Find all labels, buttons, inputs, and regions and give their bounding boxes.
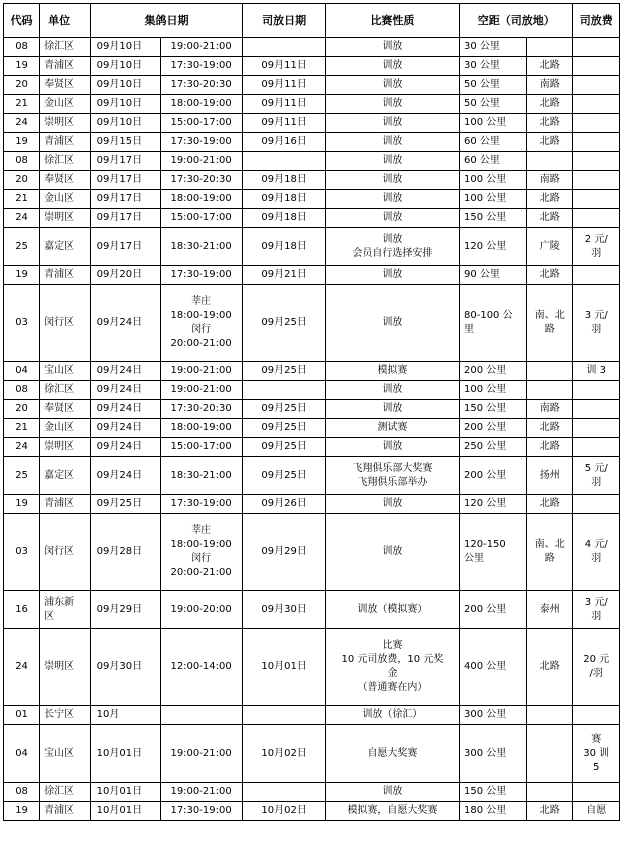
table-row bbox=[4, 706, 620, 725]
code-cell: 21 bbox=[4, 419, 40, 438]
table-row bbox=[4, 629, 620, 706]
release-date-cell: 10月02日 bbox=[243, 725, 326, 783]
fee-cell: 3 元/ 羽 bbox=[573, 591, 620, 629]
code-cell: 16 bbox=[4, 591, 40, 629]
fee-cell bbox=[573, 133, 620, 152]
code-cell: 19 bbox=[4, 57, 40, 76]
gather-date-cell: 10月01日 bbox=[90, 783, 160, 802]
unit-cell: 崇明区 bbox=[40, 209, 91, 228]
fee-cell bbox=[573, 209, 620, 228]
gather-time-cell: 19:00-21:00 bbox=[160, 783, 243, 802]
header-nature: 比赛性质 bbox=[325, 4, 459, 38]
nature-cell: 训放 bbox=[325, 381, 459, 400]
fee-cell bbox=[573, 266, 620, 285]
distance-cell: 100 公里 bbox=[460, 171, 527, 190]
code-cell: 24 bbox=[4, 114, 40, 133]
nature-cell: 训放 bbox=[325, 514, 459, 591]
header-fee: 司放费 bbox=[573, 4, 620, 38]
table-row bbox=[4, 362, 620, 381]
release-place-cell: 南、北 路 bbox=[527, 285, 573, 362]
release-place-cell: 广陵 bbox=[527, 228, 573, 266]
gather-time-cell: 17:30-19:00 bbox=[160, 57, 243, 76]
release-place-cell: 南路 bbox=[527, 171, 573, 190]
gather-date-cell: 09月10日 bbox=[90, 57, 160, 76]
gather-time-cell: 15:00-17:00 bbox=[160, 209, 243, 228]
table-row bbox=[4, 495, 620, 514]
distance-cell: 150 公里 bbox=[460, 400, 527, 419]
table-row bbox=[4, 438, 620, 457]
gather-date-cell: 09月24日 bbox=[90, 285, 160, 362]
header-release-date: 司放日期 bbox=[243, 4, 326, 38]
code-cell: 25 bbox=[4, 457, 40, 495]
fee-cell: 自愿 bbox=[573, 802, 620, 821]
release-date-cell: 09月11日 bbox=[243, 95, 326, 114]
unit-cell: 崇明区 bbox=[40, 629, 91, 706]
unit-cell: 青浦区 bbox=[40, 495, 91, 514]
distance-cell: 150 公里 bbox=[460, 209, 527, 228]
distance-cell: 200 公里 bbox=[460, 362, 527, 381]
gather-time-cell: 莘庄 18:00-19:00 闵行 20:00-21:00 bbox=[160, 514, 243, 591]
code-cell: 21 bbox=[4, 95, 40, 114]
gather-time-cell: 19:00-21:00 bbox=[160, 362, 243, 381]
fee-cell bbox=[573, 400, 620, 419]
header-unit: 单位 bbox=[40, 4, 91, 38]
code-cell: 20 bbox=[4, 76, 40, 95]
table-row bbox=[4, 209, 620, 228]
distance-cell: 250 公里 bbox=[460, 438, 527, 457]
distance-cell: 180 公里 bbox=[460, 802, 527, 821]
code-cell: 21 bbox=[4, 190, 40, 209]
unit-cell: 青浦区 bbox=[40, 133, 91, 152]
fee-cell bbox=[573, 95, 620, 114]
gather-date-cell: 09月10日 bbox=[90, 76, 160, 95]
release-date-cell: 09月18日 bbox=[243, 209, 326, 228]
fee-cell: 4 元/ 羽 bbox=[573, 514, 620, 591]
unit-cell: 宝山区 bbox=[40, 725, 91, 783]
release-place-cell: 北路 bbox=[527, 114, 573, 133]
table-row bbox=[4, 514, 620, 591]
fee-cell bbox=[573, 381, 620, 400]
unit-cell: 闵行区 bbox=[40, 285, 91, 362]
distance-cell: 300 公里 bbox=[460, 725, 527, 783]
gather-time-cell: 18:00-19:00 bbox=[160, 95, 243, 114]
gather-date-cell: 09月17日 bbox=[90, 152, 160, 171]
gather-time-cell: 17:30-19:00 bbox=[160, 266, 243, 285]
release-date-cell bbox=[243, 381, 326, 400]
nature-cell: 测试赛 bbox=[325, 419, 459, 438]
release-date-cell bbox=[243, 38, 326, 57]
distance-cell: 120 公里 bbox=[460, 495, 527, 514]
release-place-cell: 北路 bbox=[527, 495, 573, 514]
distance-cell: 150 公里 bbox=[460, 783, 527, 802]
gather-date-cell: 09月17日 bbox=[90, 209, 160, 228]
nature-cell: 训放 bbox=[325, 495, 459, 514]
gather-time-cell: 15:00-17:00 bbox=[160, 438, 243, 457]
code-cell: 24 bbox=[4, 209, 40, 228]
release-place-cell: 泰州 bbox=[527, 591, 573, 629]
fee-cell bbox=[573, 419, 620, 438]
release-place-cell bbox=[527, 152, 573, 171]
table-row bbox=[4, 802, 620, 821]
release-place-cell bbox=[527, 706, 573, 725]
nature-cell: 训放 bbox=[325, 438, 459, 457]
gather-time-cell bbox=[160, 706, 243, 725]
nature-cell: 训放 bbox=[325, 190, 459, 209]
unit-cell: 崇明区 bbox=[40, 438, 91, 457]
unit-cell: 金山区 bbox=[40, 419, 91, 438]
nature-cell: 训放 bbox=[325, 783, 459, 802]
distance-cell: 200 公里 bbox=[460, 419, 527, 438]
nature-cell: 训放 会员自行选择安排 bbox=[325, 228, 459, 266]
release-place-cell: 北路 bbox=[527, 438, 573, 457]
unit-cell: 嘉定区 bbox=[40, 457, 91, 495]
distance-cell: 100 公里 bbox=[460, 114, 527, 133]
gather-date-cell: 09月17日 bbox=[90, 171, 160, 190]
table-row bbox=[4, 400, 620, 419]
release-date-cell: 09月16日 bbox=[243, 133, 326, 152]
code-cell: 24 bbox=[4, 629, 40, 706]
nature-cell: 训放（徐汇） bbox=[325, 706, 459, 725]
unit-cell: 金山区 bbox=[40, 190, 91, 209]
table-row bbox=[4, 114, 620, 133]
distance-cell: 60 公里 bbox=[460, 152, 527, 171]
table-row bbox=[4, 38, 620, 57]
table-row bbox=[4, 591, 620, 629]
release-place-cell: 南、北 路 bbox=[527, 514, 573, 591]
fee-cell bbox=[573, 495, 620, 514]
gather-time-cell: 莘庄 18:00-19:00 闵行 20:00-21:00 bbox=[160, 285, 243, 362]
nature-cell: 训放 bbox=[325, 114, 459, 133]
unit-cell: 青浦区 bbox=[40, 57, 91, 76]
unit-cell: 徐汇区 bbox=[40, 38, 91, 57]
gather-date-cell: 09月15日 bbox=[90, 133, 160, 152]
distance-cell: 200 公里 bbox=[460, 457, 527, 495]
distance-cell: 120-150 公里 bbox=[460, 514, 527, 591]
fee-cell bbox=[573, 171, 620, 190]
gather-date-cell: 09月24日 bbox=[90, 400, 160, 419]
gather-date-cell: 09月24日 bbox=[90, 457, 160, 495]
release-date-cell bbox=[243, 783, 326, 802]
unit-cell: 闵行区 bbox=[40, 514, 91, 591]
gather-date-cell: 10月 bbox=[90, 706, 160, 725]
gather-date-cell: 09月24日 bbox=[90, 419, 160, 438]
distance-cell: 30 公里 bbox=[460, 57, 527, 76]
fee-cell bbox=[573, 76, 620, 95]
gather-time-cell: 12:00-14:00 bbox=[160, 629, 243, 706]
release-date-cell: 09月11日 bbox=[243, 76, 326, 95]
release-date-cell: 09月30日 bbox=[243, 591, 326, 629]
nature-cell: 自愿大奖赛 bbox=[325, 725, 459, 783]
distance-cell: 400 公里 bbox=[460, 629, 527, 706]
code-cell: 19 bbox=[4, 266, 40, 285]
code-cell: 08 bbox=[4, 38, 40, 57]
fee-cell bbox=[573, 152, 620, 171]
distance-cell: 50 公里 bbox=[460, 95, 527, 114]
code-cell: 04 bbox=[4, 725, 40, 783]
nature-cell: 训放 bbox=[325, 209, 459, 228]
code-cell: 19 bbox=[4, 802, 40, 821]
release-date-cell: 09月26日 bbox=[243, 495, 326, 514]
code-cell: 01 bbox=[4, 706, 40, 725]
gather-time-cell: 19:00-21:00 bbox=[160, 152, 243, 171]
table-row bbox=[4, 457, 620, 495]
nature-cell: 模拟赛 bbox=[325, 362, 459, 381]
gather-date-cell: 09月28日 bbox=[90, 514, 160, 591]
release-date-cell: 09月11日 bbox=[243, 114, 326, 133]
release-date-cell: 09月25日 bbox=[243, 438, 326, 457]
table-row bbox=[4, 57, 620, 76]
table-row bbox=[4, 285, 620, 362]
gather-date-cell: 09月24日 bbox=[90, 362, 160, 381]
unit-cell: 徐汇区 bbox=[40, 783, 91, 802]
gather-date-cell: 09月24日 bbox=[90, 438, 160, 457]
nature-cell: 比赛 10 元司放费，10 元奖 金 （普通赛在内） bbox=[325, 629, 459, 706]
release-date-cell: 09月25日 bbox=[243, 457, 326, 495]
release-place-cell: 南路 bbox=[527, 76, 573, 95]
fee-cell bbox=[573, 706, 620, 725]
code-cell: 03 bbox=[4, 285, 40, 362]
code-cell: 08 bbox=[4, 381, 40, 400]
fee-cell bbox=[573, 783, 620, 802]
header-code: 代码 bbox=[4, 4, 40, 38]
release-place-cell bbox=[527, 381, 573, 400]
gather-time-cell: 17:30-19:00 bbox=[160, 802, 243, 821]
gather-date-cell: 10月01日 bbox=[90, 725, 160, 783]
release-place-cell: 北路 bbox=[527, 190, 573, 209]
table-row bbox=[4, 133, 620, 152]
gather-date-cell: 09月17日 bbox=[90, 228, 160, 266]
unit-cell: 奉贤区 bbox=[40, 76, 91, 95]
code-cell: 08 bbox=[4, 152, 40, 171]
nature-cell: 训放（模拟赛） bbox=[325, 591, 459, 629]
distance-cell: 120 公里 bbox=[460, 228, 527, 266]
gather-time-cell: 19:00-21:00 bbox=[160, 381, 243, 400]
fee-cell: 20 元 /羽 bbox=[573, 629, 620, 706]
nature-cell: 训放 bbox=[325, 95, 459, 114]
fee-cell bbox=[573, 190, 620, 209]
gather-date-cell: 09月20日 bbox=[90, 266, 160, 285]
distance-cell: 200 公里 bbox=[460, 591, 527, 629]
gather-time-cell: 17:30-19:00 bbox=[160, 495, 243, 514]
unit-cell: 青浦区 bbox=[40, 802, 91, 821]
nature-cell: 训放 bbox=[325, 285, 459, 362]
distance-cell: 300 公里 bbox=[460, 706, 527, 725]
table-row bbox=[4, 76, 620, 95]
unit-cell: 徐汇区 bbox=[40, 381, 91, 400]
release-date-cell: 09月25日 bbox=[243, 400, 326, 419]
release-place-cell: 北路 bbox=[527, 266, 573, 285]
release-place-cell bbox=[527, 725, 573, 783]
gather-time-cell: 19:00-21:00 bbox=[160, 725, 243, 783]
unit-cell: 嘉定区 bbox=[40, 228, 91, 266]
release-date-cell: 10月02日 bbox=[243, 802, 326, 821]
code-cell: 24 bbox=[4, 438, 40, 457]
gather-date-cell: 09月17日 bbox=[90, 190, 160, 209]
gather-date-cell: 09月25日 bbox=[90, 495, 160, 514]
nature-cell: 训放 bbox=[325, 266, 459, 285]
code-cell: 19 bbox=[4, 133, 40, 152]
release-place-cell: 扬州 bbox=[527, 457, 573, 495]
nature-cell: 训放 bbox=[325, 400, 459, 419]
unit-cell: 浦东新 区 bbox=[40, 591, 91, 629]
nature-cell: 模拟赛，自愿大奖赛 bbox=[325, 802, 459, 821]
distance-cell: 50 公里 bbox=[460, 76, 527, 95]
table-row bbox=[4, 419, 620, 438]
table-row bbox=[4, 190, 620, 209]
release-place-cell: 北路 bbox=[527, 133, 573, 152]
release-place-cell: 南路 bbox=[527, 400, 573, 419]
nature-cell: 训放 bbox=[325, 76, 459, 95]
gather-time-cell: 18:00-19:00 bbox=[160, 419, 243, 438]
release-place-cell: 北路 bbox=[527, 209, 573, 228]
nature-cell: 训放 bbox=[325, 152, 459, 171]
header-row bbox=[4, 4, 620, 38]
nature-cell: 飞翔俱乐部大奖赛 飞翔俱乐部举办 bbox=[325, 457, 459, 495]
fee-cell bbox=[573, 57, 620, 76]
gather-date-cell: 10月01日 bbox=[90, 802, 160, 821]
distance-cell: 30 公里 bbox=[460, 38, 527, 57]
gather-time-cell: 19:00-21:00 bbox=[160, 38, 243, 57]
fee-cell: 赛 30 训 5 bbox=[573, 725, 620, 783]
code-cell: 25 bbox=[4, 228, 40, 266]
distance-cell: 100 公里 bbox=[460, 381, 527, 400]
gather-date-cell: 09月10日 bbox=[90, 114, 160, 133]
gather-time-cell: 18:00-19:00 bbox=[160, 190, 243, 209]
release-place-cell: 北路 bbox=[527, 802, 573, 821]
code-cell: 19 bbox=[4, 495, 40, 514]
code-cell: 20 bbox=[4, 400, 40, 419]
fee-cell: 2 元/ 羽 bbox=[573, 228, 620, 266]
release-place-cell bbox=[527, 783, 573, 802]
unit-cell: 奉贤区 bbox=[40, 400, 91, 419]
unit-cell: 徐汇区 bbox=[40, 152, 91, 171]
release-place-cell bbox=[527, 38, 573, 57]
unit-cell: 青浦区 bbox=[40, 266, 91, 285]
table-row bbox=[4, 725, 620, 783]
release-date-cell bbox=[243, 152, 326, 171]
release-date-cell: 09月25日 bbox=[243, 419, 326, 438]
unit-cell: 长宁区 bbox=[40, 706, 91, 725]
code-cell: 08 bbox=[4, 783, 40, 802]
gather-time-cell: 17:30-20:30 bbox=[160, 400, 243, 419]
distance-cell: 100 公里 bbox=[460, 190, 527, 209]
unit-cell: 崇明区 bbox=[40, 114, 91, 133]
schedule-table bbox=[3, 3, 620, 821]
nature-cell: 训放 bbox=[325, 57, 459, 76]
release-place-cell bbox=[527, 362, 573, 381]
unit-cell: 宝山区 bbox=[40, 362, 91, 381]
distance-cell: 60 公里 bbox=[460, 133, 527, 152]
fee-cell: 训 3 bbox=[573, 362, 620, 381]
release-date-cell: 09月18日 bbox=[243, 171, 326, 190]
release-date-cell: 09月25日 bbox=[243, 285, 326, 362]
table-row bbox=[4, 228, 620, 266]
gather-time-cell: 17:30-19:00 bbox=[160, 133, 243, 152]
fee-cell bbox=[573, 38, 620, 57]
distance-cell: 90 公里 bbox=[460, 266, 527, 285]
gather-date-cell: 09月30日 bbox=[90, 629, 160, 706]
gather-time-cell: 17:30-20:30 bbox=[160, 76, 243, 95]
table-row bbox=[4, 152, 620, 171]
release-date-cell: 09月25日 bbox=[243, 362, 326, 381]
fee-cell bbox=[573, 438, 620, 457]
release-date-cell: 09月21日 bbox=[243, 266, 326, 285]
table-row bbox=[4, 381, 620, 400]
gather-time-cell: 18:30-21:00 bbox=[160, 228, 243, 266]
fee-cell bbox=[573, 114, 620, 133]
gather-time-cell: 18:30-21:00 bbox=[160, 457, 243, 495]
release-date-cell: 09月18日 bbox=[243, 228, 326, 266]
nature-cell: 训放 bbox=[325, 38, 459, 57]
schedule-document bbox=[3, 3, 620, 821]
gather-time-cell: 19:00-20:00 bbox=[160, 591, 243, 629]
table-row bbox=[4, 783, 620, 802]
nature-cell: 训放 bbox=[325, 133, 459, 152]
header-gather-date: 集鸽日期 bbox=[90, 4, 243, 38]
release-date-cell: 09月18日 bbox=[243, 190, 326, 209]
table-row bbox=[4, 171, 620, 190]
fee-cell: 5 元/ 羽 bbox=[573, 457, 620, 495]
header-distance: 空距（司放地） bbox=[460, 4, 573, 38]
gather-date-cell: 09月10日 bbox=[90, 95, 160, 114]
gather-time-cell: 17:30-20:30 bbox=[160, 171, 243, 190]
release-place-cell: 北路 bbox=[527, 629, 573, 706]
nature-cell: 训放 bbox=[325, 171, 459, 190]
gather-time-cell: 15:00-17:00 bbox=[160, 114, 243, 133]
release-date-cell: 10月01日 bbox=[243, 629, 326, 706]
release-place-cell: 北路 bbox=[527, 57, 573, 76]
unit-cell: 奉贤区 bbox=[40, 171, 91, 190]
release-date-cell: 09月11日 bbox=[243, 57, 326, 76]
fee-cell: 3 元/ 羽 bbox=[573, 285, 620, 362]
gather-date-cell: 09月10日 bbox=[90, 38, 160, 57]
release-date-cell bbox=[243, 706, 326, 725]
gather-date-cell: 09月24日 bbox=[90, 381, 160, 400]
table-row bbox=[4, 266, 620, 285]
code-cell: 20 bbox=[4, 171, 40, 190]
release-place-cell: 北路 bbox=[527, 95, 573, 114]
gather-date-cell: 09月29日 bbox=[90, 591, 160, 629]
release-place-cell: 北路 bbox=[527, 419, 573, 438]
unit-cell: 金山区 bbox=[40, 95, 91, 114]
distance-cell: 80-100 公 里 bbox=[460, 285, 527, 362]
code-cell: 03 bbox=[4, 514, 40, 591]
code-cell: 04 bbox=[4, 362, 40, 381]
table-row bbox=[4, 95, 620, 114]
release-date-cell: 09月29日 bbox=[243, 514, 326, 591]
